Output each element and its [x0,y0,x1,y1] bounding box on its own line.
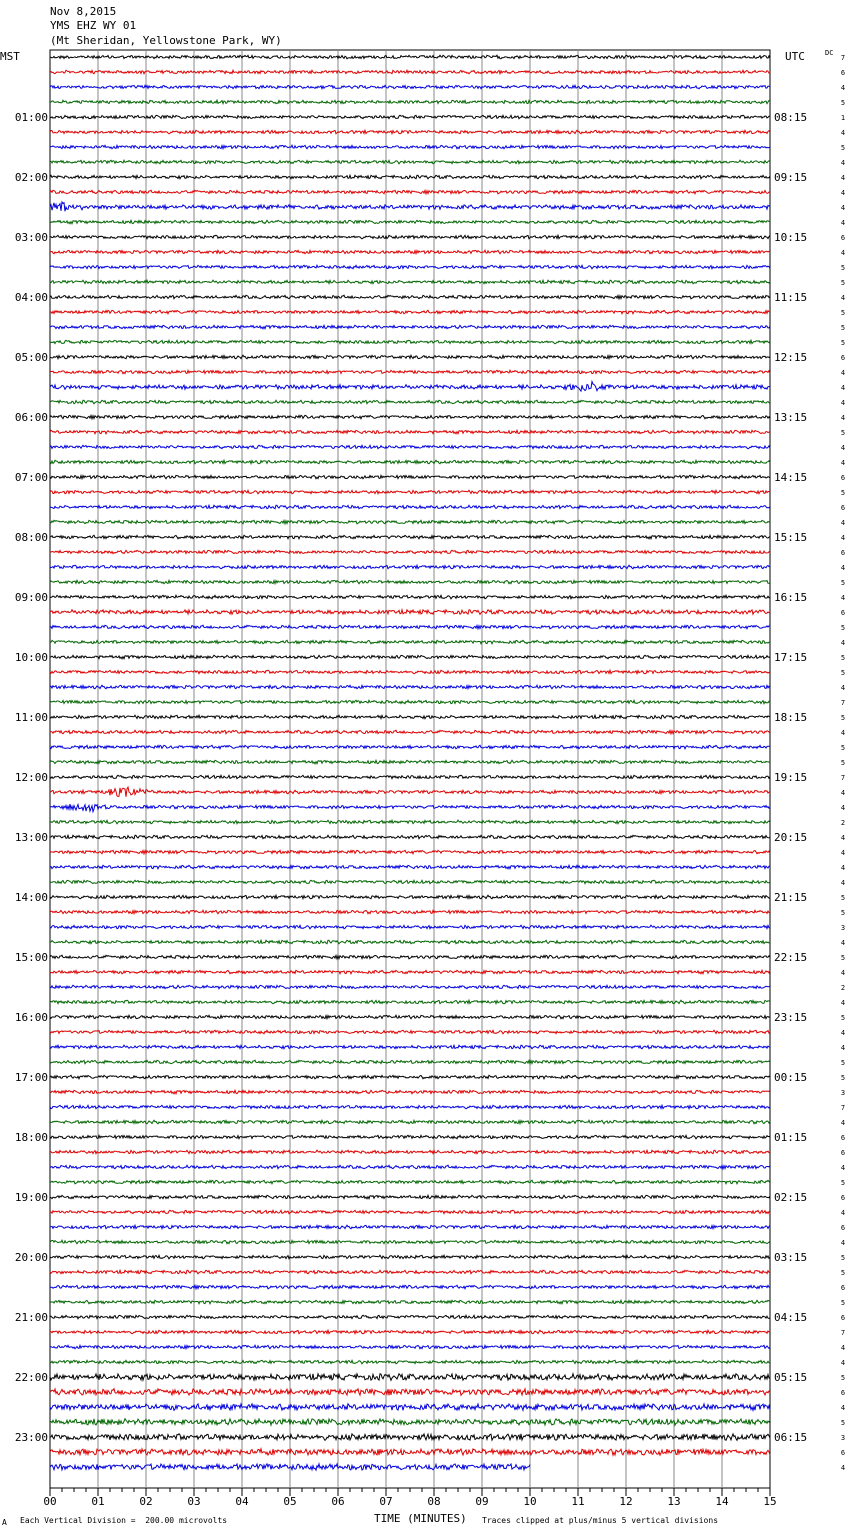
dc-offset-label: 5 [840,579,846,587]
trace-row [50,145,770,149]
trace-row [50,835,770,839]
trace-row [50,670,770,674]
left-hour-label: 17:00 [14,1071,48,1084]
trace-row [50,382,770,392]
dc-offset-label: 5 [840,744,846,752]
dc-offset-label: 6 [840,1389,846,1397]
x-tick-label: 11 [571,1495,585,1508]
dc-offset-label: 4 [840,519,846,527]
dc-offset-label: 6 [840,1149,846,1157]
trace-row [50,1015,770,1019]
trace-row [50,1000,770,1004]
trace-row [50,745,770,749]
trace-row [50,1135,770,1139]
dc-offset-label: 5 [840,1269,846,1277]
right-hour-label: 06:15 [774,1431,808,1444]
trace-row [50,1210,770,1214]
right-hour-label: 16:15 [774,591,808,604]
dc-offset-label: 4 [840,1044,846,1052]
dc-offset-label: 4 [840,174,846,182]
dc-offset-label: 5 [840,324,846,332]
dc-offset-label: 5 [840,339,846,347]
trace-row [50,1434,770,1441]
trace-row [50,445,770,449]
right-hour-label: 15:15 [774,531,808,544]
dc-offset-label: 4 [840,534,846,542]
trace-row [50,565,770,569]
trace-row [50,430,770,434]
trace-row [50,265,770,269]
left-hour-label: 07:00 [14,471,48,484]
dc-offset-label: 4 [840,1164,846,1172]
right-hour-label: 13:15 [774,411,808,424]
dc-offset-label: 5 [840,1179,846,1187]
dc-offset-label: 7 [840,699,846,707]
dc-offset-label: 6 [840,1224,846,1232]
left-hour-label: 03:00 [14,231,48,244]
left-hour-label: 23:00 [14,1431,48,1444]
dc-offset-label: 7 [840,1104,846,1112]
left-hour-label: 22:00 [14,1371,48,1384]
dc-offset-label: 4 [840,834,846,842]
trace-row [50,115,770,119]
dc-offset-label: 5 [840,954,846,962]
trace-row [50,1090,770,1094]
trace-row [50,505,770,509]
dc-offset-label: 4 [840,594,846,602]
trace-row [50,325,770,329]
dc-offset-label: 7 [840,774,846,782]
left-hour-label: 02:00 [14,171,48,184]
right-hour-label: 09:15 [774,171,808,184]
dc-offset-label: 4 [840,1119,846,1127]
trace-row [50,985,770,989]
trace-row [50,787,770,797]
trace-row [50,1225,770,1229]
trace-row [50,595,770,599]
trace-row [50,1449,770,1456]
right-hour-label: 04:15 [774,1311,808,1324]
dc-offset-label: 4 [840,969,846,977]
trace-row [50,1030,770,1034]
dc-offset-label: 4 [840,1344,846,1352]
dc-offset-label: 7 [840,1329,846,1337]
x-tick-label: 10 [523,1495,537,1508]
trace-row [50,550,770,553]
x-tick-label: 12 [619,1495,633,1508]
dc-offset-label: 4 [840,219,846,227]
corner-mark: A [2,1518,7,1527]
dc-offset-label: 5 [840,144,846,152]
dc-offset-label: 4 [840,249,846,257]
dc-offset-label: 5 [840,759,846,767]
left-hour-label: 08:00 [14,531,48,544]
trace-row [50,415,770,419]
dc-offset-label: 7 [840,54,846,62]
left-hour-label: 05:00 [14,351,48,364]
dc-offset-label: 4 [840,729,846,737]
dc-offset-label: 6 [840,474,846,482]
trace-row [50,1120,770,1124]
dc-offset-label: 4 [840,1029,846,1037]
x-tick-label: 05 [283,1495,297,1508]
dc-offset-label: 4 [840,564,846,572]
right-hour-label: 11:15 [774,291,808,304]
left-hour-label: 11:00 [14,711,48,724]
right-hour-label: 05:15 [774,1371,808,1384]
dc-offset-label: 5 [840,1419,846,1427]
right-timezone-label: UTC [785,50,805,63]
trace-row [50,460,770,464]
trace-row [50,925,770,929]
trace-row [50,490,770,494]
dc-offset-label: 5 [840,1299,846,1307]
dc-offset-label: 4 [840,459,846,467]
trace-row [50,1404,770,1411]
trace-row [50,1270,770,1274]
right-hour-label: 01:15 [774,1131,808,1144]
dc-offset-label: 5 [840,1074,846,1082]
left-hour-label: 21:00 [14,1311,48,1324]
x-tick-label: 06 [331,1495,345,1508]
x-tick-label: 07 [379,1495,393,1508]
x-tick-label: 00 [43,1495,57,1508]
left-hour-label: 16:00 [14,1011,48,1024]
trace-row [50,1389,770,1396]
dc-offset-label: 6 [840,1284,846,1292]
trace-row [50,475,770,479]
trace-row [50,1180,770,1184]
trace-row [50,1060,770,1064]
trace-row [50,1165,770,1169]
dc-offset-label: 6 [840,234,846,242]
x-tick-label: 08 [427,1495,441,1508]
x-axis-label: TIME (MINUTES) [374,1512,467,1525]
trace-row [50,685,770,689]
trace-row [50,1374,770,1381]
dc-offset-label: 4 [840,1359,846,1367]
dc-offset-label: 5 [840,309,846,317]
trace-row [50,940,770,944]
trace-row [50,1105,770,1109]
trace-row [50,250,770,254]
trace-row [50,160,770,164]
x-tick-label: 01 [91,1495,105,1508]
dc-offset-label: 4 [840,84,846,92]
dc-offset-label: 4 [840,684,846,692]
trace-row [50,625,770,629]
dc-offset-label: 3 [840,924,846,932]
dc-offset-label: 4 [840,294,846,302]
right-hour-label: 21:15 [774,891,808,904]
right-hour-label: 23:15 [774,1011,808,1024]
trace-row [50,310,770,314]
left-hour-label: 20:00 [14,1251,48,1264]
trace-row [50,970,770,974]
trace-row [50,655,770,659]
trace-row [50,955,770,959]
trace-row [50,1360,770,1364]
dc-offset-label: 4 [840,939,846,947]
dc-offset-label: 5 [840,909,846,917]
dc-offset-label: 6 [840,504,846,512]
dc-offset-label: 5 [840,1059,846,1067]
right-hour-label: 12:15 [774,351,808,364]
trace-row [50,280,770,284]
right-hour-label: 03:15 [774,1251,808,1264]
dc-offset-label: 4 [840,384,846,392]
trace-row [50,895,770,899]
trace-row [50,580,770,584]
trace-row [50,220,770,224]
trace-row [50,1195,770,1199]
dc-offset-label: 5 [840,279,846,287]
dc-offset-label: 5 [840,99,846,107]
left-hour-label: 12:00 [14,771,48,784]
trace-row [50,1345,770,1349]
trace-row [50,804,770,812]
left-timezone-label: MST [0,50,20,63]
vertical-division-note: Each Vertical Division = 200.00 microvolts [20,1516,228,1525]
dc-offset-label: 6 [840,1134,846,1142]
trace-row [50,175,770,179]
header-station: YMS EHZ WY 01 [50,19,137,32]
dc-offset-label: 2 [840,984,846,992]
trace-row [50,880,770,884]
trace-row [50,55,770,59]
dc-offset-label: 6 [840,1314,846,1322]
trace-row [50,700,770,704]
trace-row [50,1150,770,1154]
x-tick-label: 15 [763,1495,777,1508]
right-hour-label: 08:15 [774,111,808,124]
right-hour-label: 20:15 [774,831,808,844]
x-tick-label: 09 [475,1495,489,1508]
left-hour-label: 09:00 [14,591,48,604]
dc-offset-label: 5 [840,894,846,902]
left-hour-label: 14:00 [14,891,48,904]
dc-offset-label: 4 [840,789,846,797]
x-tick-label: 13 [667,1495,681,1508]
left-hour-label: 06:00 [14,411,48,424]
dc-offset-label: 4 [840,879,846,887]
trace-row [50,85,770,89]
left-hour-label: 04:00 [14,291,48,304]
dc-offset-label: 1 [840,114,846,122]
dc-offset-label: 4 [840,414,846,422]
dc-offset-label: 4 [840,1209,846,1217]
clipping-note: Traces clipped at plus/minus 5 vertical divisions [482,1516,719,1525]
dc-offset-label: 4 [840,639,846,647]
trace-row [50,1300,770,1304]
dc-offset-label: 4 [840,1239,846,1247]
x-tick-label: 04 [235,1495,249,1508]
dc-offset-label: 5 [840,714,846,722]
dc-label: DC [825,49,834,57]
trace-row [50,610,770,615]
dc-offset-label: 6 [840,1194,846,1202]
dc-offset-label: 5 [840,1254,846,1262]
left-hour-label: 18:00 [14,1131,48,1144]
right-hour-label: 19:15 [774,771,808,784]
trace-row [50,730,770,734]
trace-row [50,1255,770,1259]
dc-offset-label: 3 [840,1434,846,1442]
right-hour-label: 10:15 [774,231,808,244]
left-hour-label: 19:00 [14,1191,48,1204]
dc-offset-label: 6 [840,1449,846,1457]
dc-offset-label: 4 [840,444,846,452]
trace-row [50,295,770,299]
dc-offset-label: 2 [840,819,846,827]
right-hour-label: 02:15 [774,1191,808,1204]
trace-row [50,202,770,211]
trace-row [50,355,770,359]
trace-row [50,1285,770,1289]
trace-row [50,1045,770,1049]
dc-offset-label: 4 [840,804,846,812]
trace-row [50,1075,770,1079]
dc-offset-label: 4 [840,1464,846,1472]
right-hour-label: 00:15 [774,1071,808,1084]
trace-row [50,340,770,344]
trace-row [50,70,770,74]
dc-offset-label: 4 [840,849,846,857]
dc-offset-label: 4 [840,999,846,1007]
dc-offset-label: 6 [840,69,846,77]
dc-offset-label: 4 [840,204,846,212]
dc-offset-label: 5 [840,669,846,677]
right-hour-label: 14:15 [774,471,808,484]
trace-row [50,1419,770,1425]
trace-row [50,235,770,239]
trace-row [50,190,770,194]
trace-row [50,760,770,764]
dc-offset-label: 5 [840,489,846,497]
trace-row [50,865,770,869]
header-location: (Mt Sheridan, Yellowstone Park, WY) [50,34,282,47]
trace-row [50,910,770,914]
dc-offset-label: 6 [840,549,846,557]
left-hour-label: 01:00 [14,111,48,124]
header-date: Nov 8,2015 [50,5,117,18]
trace-row [50,640,770,644]
dc-offset-label: 5 [840,429,846,437]
trace-row [50,1315,770,1319]
dc-offset-label: 5 [840,654,846,662]
dc-offset-label: 5 [840,1374,846,1382]
x-tick-label: 14 [715,1495,729,1508]
dc-offset-label: 4 [840,159,846,167]
trace-row [50,1240,770,1244]
trace-row [50,520,770,524]
x-tick-label: 03 [187,1495,201,1508]
right-hour-label: 17:15 [774,651,808,664]
trace-row [50,370,770,373]
dc-offset-label: 4 [840,189,846,197]
dc-offset-label: 4 [840,129,846,137]
left-hour-label: 13:00 [14,831,48,844]
dc-offset-label: 4 [840,1404,846,1412]
trace-row [50,820,770,824]
trace-row [50,130,770,134]
x-tick-label: 02 [139,1495,153,1508]
trace-row [50,100,770,104]
dc-offset-label: 6 [840,354,846,362]
dc-offset-label: 4 [840,399,846,407]
right-hour-label: 22:15 [774,951,808,964]
trace-row [50,1330,770,1334]
left-hour-label: 10:00 [14,651,48,664]
right-hour-label: 18:15 [774,711,808,724]
trace-row [50,400,770,404]
trace-row [50,850,770,854]
dc-offset-label: 5 [840,624,846,632]
trace-row [50,535,770,539]
dc-offset-label: 4 [840,369,846,377]
left-hour-label: 15:00 [14,951,48,964]
trace-row [50,775,770,779]
trace-row [50,715,770,719]
dc-offset-label: 5 [840,264,846,272]
dc-offset-label: 4 [840,864,846,872]
dc-offset-label: 5 [840,1014,846,1022]
dc-offset-label: 3 [840,1089,846,1097]
dc-offset-label: 6 [840,609,846,617]
